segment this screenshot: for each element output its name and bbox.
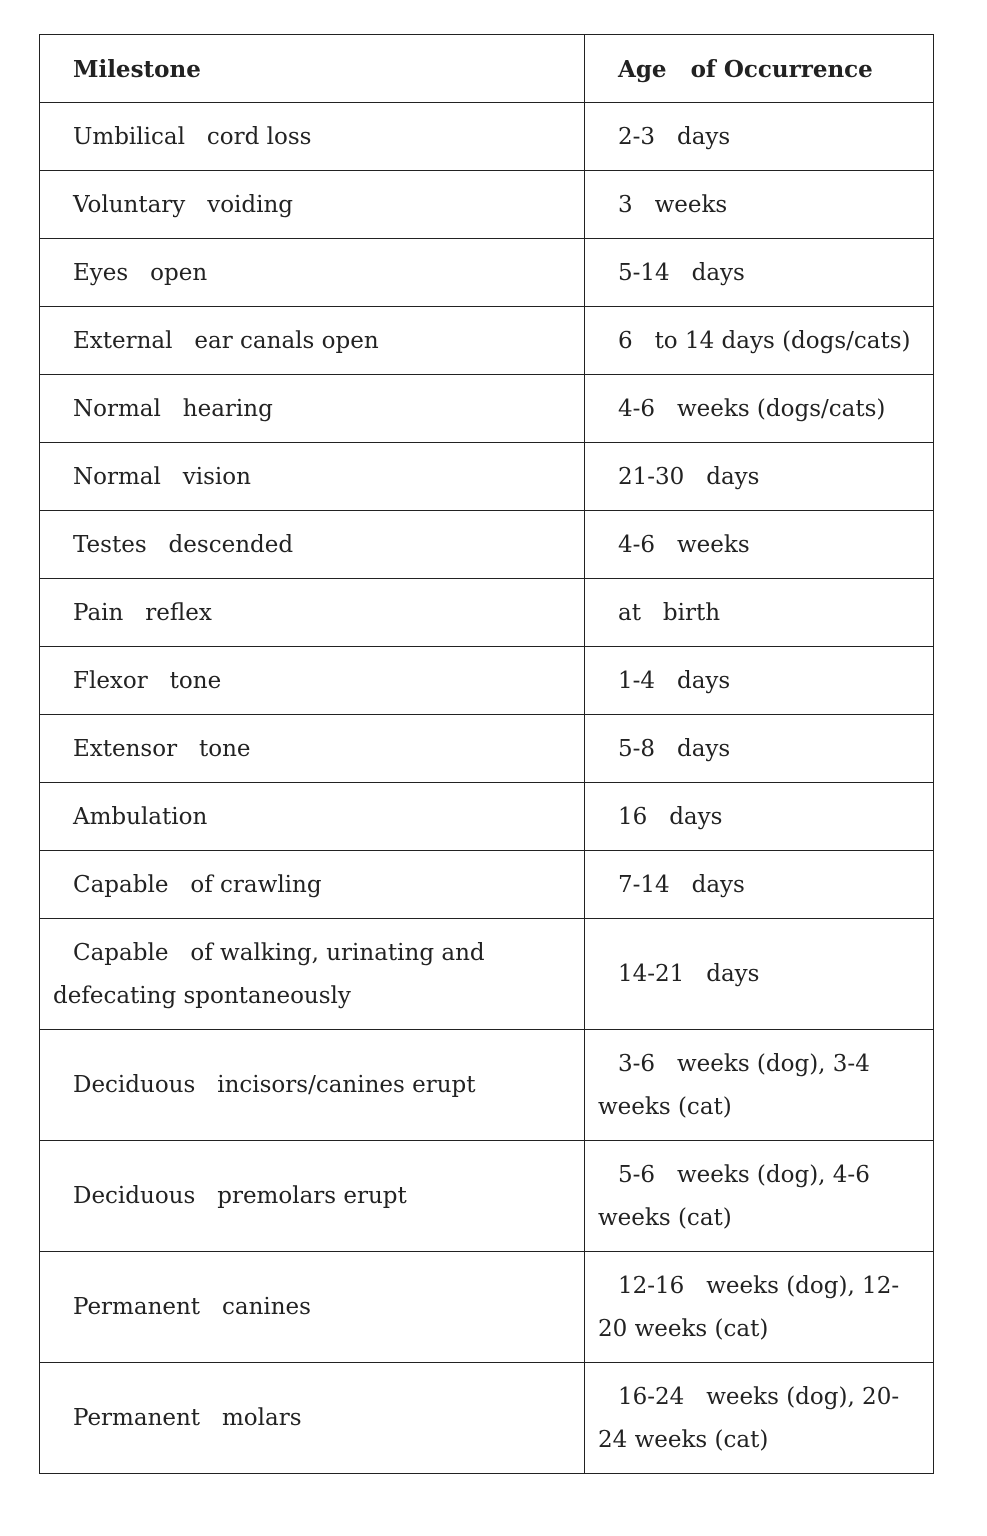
age-text: 7-14 days [618,871,745,898]
milestone-cell [40,1141,585,1252]
milestone-text: Normal hearing [73,395,273,422]
milestone-text: Capable of crawling [73,871,322,898]
table-row [40,1363,934,1474]
age-text: 1-4 days [618,667,731,694]
age-text: 16 days [618,803,723,830]
age-text: 5-14 days [618,259,745,286]
table-row [40,307,934,375]
milestone-text: External ear canals open [73,327,379,354]
table-row [40,1141,934,1252]
milestone-cell [40,851,585,919]
milestone-text: Eyes open [73,259,208,286]
milestone-cell [40,715,585,783]
milestone-cell [40,239,585,307]
age-text: 2-3 days [618,123,731,150]
age-text: at birth [618,599,721,626]
milestone-cell [40,307,585,375]
age-text: 16-24 weeks (dog), 20-24 weeks (cat) [598,1383,900,1453]
milestone-text: Deciduous premolars erupt [73,1183,407,1209]
milestone-text: Umbilical cord loss [73,123,312,150]
milestone-cell [40,1030,585,1141]
milestone-text: Permanent canines [73,1294,311,1320]
header-milestone [40,35,585,103]
milestone-text: Testes descended [73,531,294,558]
age-cell [585,851,934,919]
age-cell [585,307,934,375]
age-cell [585,1252,934,1363]
table-row [40,647,934,715]
age-text: 5-8 days [618,735,731,762]
age-text: 4-6 weeks (dogs/cats) [618,395,886,422]
milestone-cell [40,511,585,579]
age-text: 3 weeks [618,191,728,218]
age-cell [585,1030,934,1141]
table-row [40,103,934,171]
milestone-text: Ambulation [73,803,208,830]
age-text: 12-16 weeks (dog), 12-20 weeks (cat) [598,1272,900,1342]
milestone-cell [40,579,585,647]
table-header-row [40,35,934,103]
age-cell [585,511,934,579]
table-row [40,1252,934,1363]
age-text: 14-21 days [618,961,760,987]
table-row [40,715,934,783]
age-text: 3-6 weeks (dog), 3-4 weeks (cat) [598,1050,878,1120]
age-cell [585,103,934,171]
milestone-table [39,34,934,1474]
milestone-cell [40,1363,585,1474]
milestone-cell [40,171,585,239]
age-text: 5-6 weeks (dog), 4-6 weeks (cat) [598,1161,878,1231]
age-text: 4-6 weeks [618,531,750,558]
age-text: 6 to 14 days (dogs/cats) [618,327,911,354]
milestone-text: Voluntary voiding [73,191,294,218]
milestone-cell [40,443,585,511]
header-milestone-label: Milestone [73,55,201,83]
age-cell [585,375,934,443]
milestone-cell [40,103,585,171]
milestone-text: Permanent molars [73,1405,302,1431]
table-row [40,171,934,239]
table-row [40,1030,934,1141]
table-row [40,579,934,647]
table-row [40,239,934,307]
age-cell [585,715,934,783]
milestone-text: Capable of walking, urinating and defecating spontaneously [53,939,492,1009]
table-row [40,443,934,511]
table-row [40,919,934,1030]
milestone-text: Deciduous incisors/canines erupt [73,1072,476,1098]
age-cell [585,579,934,647]
header-age-label: Age of Occurrence [618,55,873,83]
age-cell [585,443,934,511]
age-cell [585,171,934,239]
table-row [40,375,934,443]
table-row [40,511,934,579]
milestone-cell [40,375,585,443]
milestone-cell [40,1252,585,1363]
milestone-text: Normal vision [73,463,251,490]
table-row [40,851,934,919]
age-cell [585,783,934,851]
age-cell [585,647,934,715]
age-cell [585,1141,934,1252]
milestone-cell [40,783,585,851]
milestone-text: Pain reflex [73,599,212,626]
age-cell [585,1363,934,1474]
age-text: 21-30 days [618,463,760,490]
age-cell [585,239,934,307]
milestone-text: Flexor tone [73,667,222,694]
table-row [40,783,934,851]
milestone-text: Extensor tone [73,735,251,762]
milestone-cell [40,919,585,1030]
header-age [585,35,934,103]
age-cell [585,919,934,1030]
milestone-cell [40,647,585,715]
